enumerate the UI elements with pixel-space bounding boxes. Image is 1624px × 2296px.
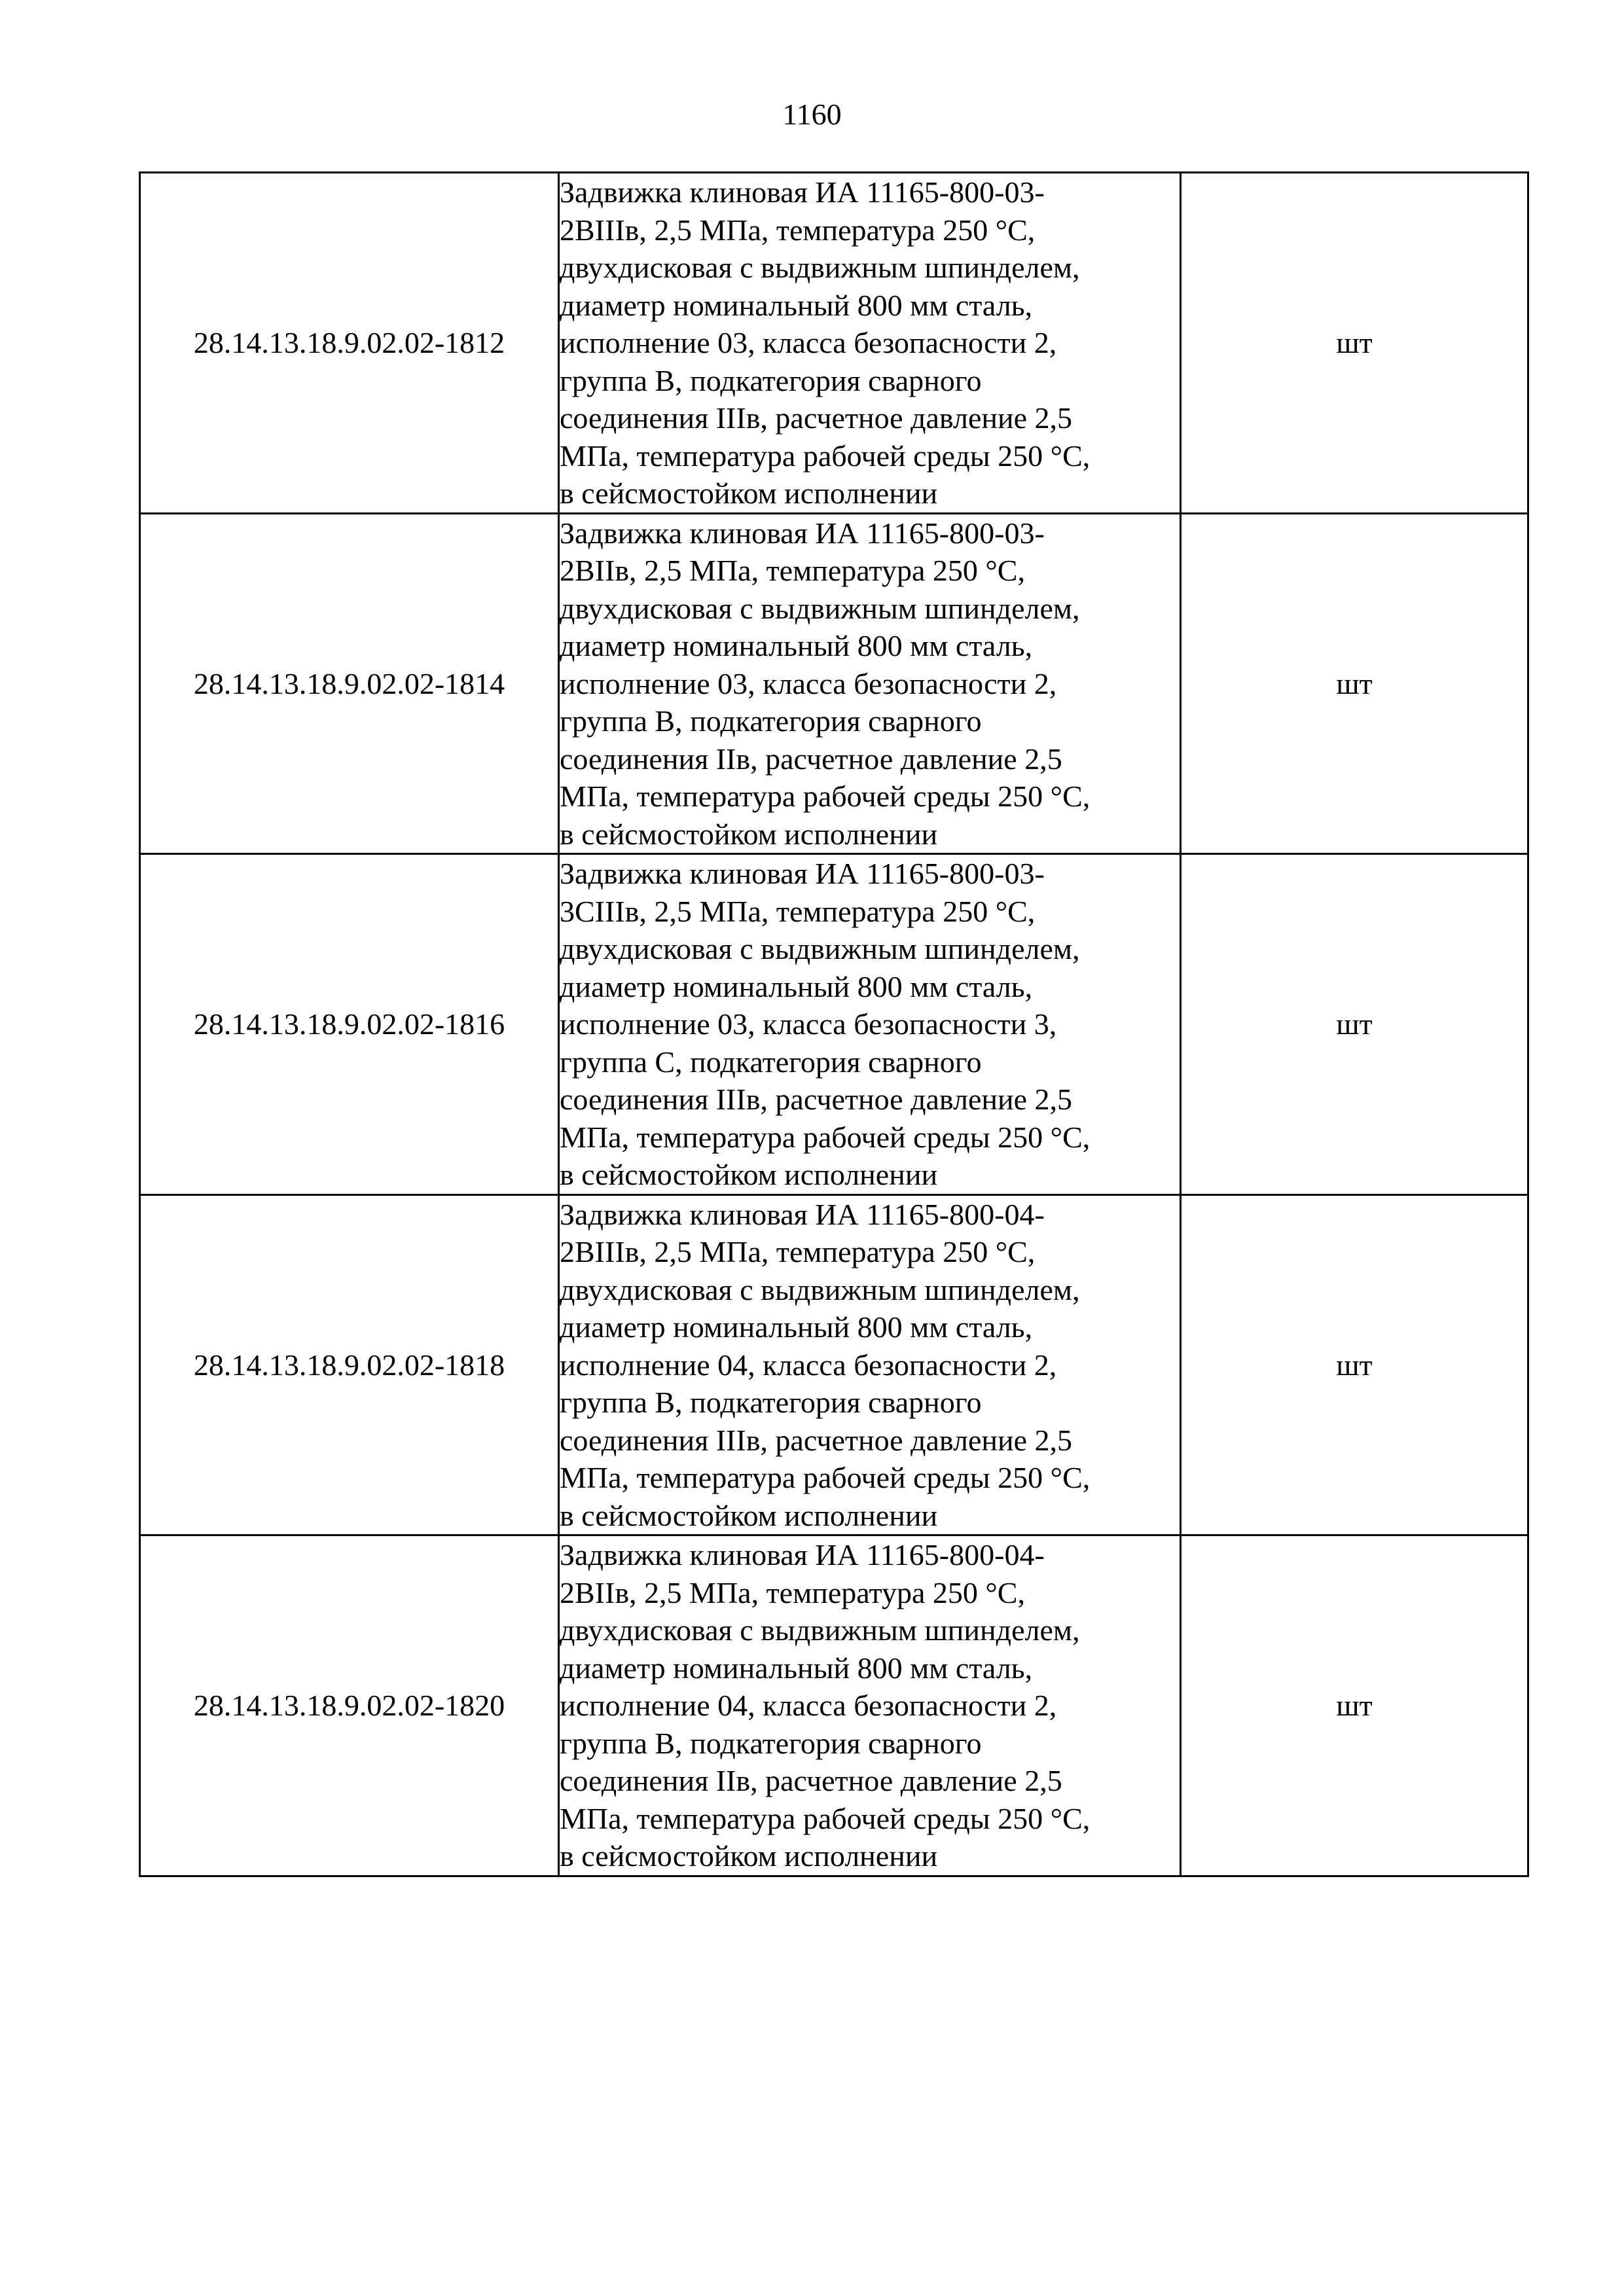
description-line: соединения IIв, расчетное давление 2,5 xyxy=(560,742,1062,776)
description-line: МПа, температура рабочей среды 250 °С, xyxy=(560,1120,1091,1154)
page-number: 1160 xyxy=(782,98,842,131)
description-line: двухдисковая с выдвижным шпинделем, xyxy=(560,251,1080,284)
description-cell xyxy=(559,1194,1181,1535)
resource-code-cell: 28.14.13.18.9.02.02-1818 xyxy=(140,1194,559,1535)
description-line: группа В, подкатегория сварного xyxy=(560,704,982,738)
description-line: группа В, подкатегория сварного xyxy=(560,1726,982,1760)
description-line: соединения IIIв, расчетное давление 2,5 xyxy=(560,1423,1073,1457)
description-line: в сейсмостойком исполнении xyxy=(560,817,938,851)
description-line: в сейсмостойком исполнении xyxy=(560,476,938,510)
unit-cell: шт xyxy=(1181,1535,1528,1876)
description-line: исполнение 04, класса безопасности 2, xyxy=(560,1348,1057,1382)
table-row xyxy=(140,1194,1528,1535)
description-line: группа В, подкатегория сварного xyxy=(560,1386,982,1419)
description-cell xyxy=(559,1535,1181,1876)
description-line: в сейсмостойком исполнении xyxy=(560,1158,938,1191)
description-line: двухдисковая с выдвижным шпинделем, xyxy=(560,1272,1080,1306)
description-line: Задвижка клиновая ИА 11165-800-03- xyxy=(560,857,1045,890)
description-line: диаметр номинальный 800 мм сталь, xyxy=(560,1310,1033,1344)
resource-code-cell: 28.14.13.18.9.02.02-1816 xyxy=(140,854,559,1195)
description-line: 2ВIIIв, 2,5 МПа, температура 250 °С, xyxy=(560,213,1036,247)
description-cell xyxy=(559,854,1181,1195)
description-line: двухдисковая с выдвижным шпинделем, xyxy=(560,1613,1080,1647)
description-line: соединения IIIв, расчетное давление 2,5 xyxy=(560,1083,1073,1116)
description-line: двухдисковая с выдвижным шпинделем, xyxy=(560,591,1080,625)
description-line: МПа, температура рабочей среды 250 °С, xyxy=(560,780,1091,813)
description-line: исполнение 03, класса безопасности 2, xyxy=(560,326,1057,359)
description-line: МПа, температура рабочей среды 250 °С, xyxy=(560,439,1091,473)
description-line: Задвижка клиновая ИА 11165-800-03- xyxy=(560,516,1045,550)
description-line: Задвижка клиновая ИА 11165-800-03- xyxy=(560,175,1045,209)
description-line: 2ВIIIв, 2,5 МПа, температура 250 °С, xyxy=(560,1235,1036,1268)
table-row xyxy=(140,854,1528,1195)
description-line: МПа, температура рабочей среды 250 °С, xyxy=(560,1461,1091,1494)
description-line: исполнение 03, класса безопасности 3, xyxy=(560,1007,1057,1041)
description-line: 2ВIIв, 2,5 МПа, температура 250 °С, xyxy=(560,554,1025,587)
description-line: соединения IIIв, расчетное давление 2,5 xyxy=(560,401,1073,435)
description-line: в сейсмостойком исполнении xyxy=(560,1839,938,1873)
table-row xyxy=(140,513,1528,854)
description-line: диаметр номинальный 800 мм сталь, xyxy=(560,1651,1033,1685)
unit-cell: шт xyxy=(1181,854,1528,1195)
resource-code-cell: 28.14.13.18.9.02.02-1814 xyxy=(140,513,559,854)
description-line: соединения IIв, расчетное давление 2,5 xyxy=(560,1764,1062,1797)
description-line: группа С, подкатегория сварного xyxy=(560,1045,982,1079)
description-line: Задвижка клиновая ИА 11165-800-04- xyxy=(560,1197,1045,1231)
resource-code-cell: 28.14.13.18.9.02.02-1820 xyxy=(140,1535,559,1876)
resource-code-cell: 28.14.13.18.9.02.02-1812 xyxy=(140,173,559,514)
description-line: 3СIIIв, 2,5 МПа, температура 250 °С, xyxy=(560,894,1036,928)
description-line: диаметр номинальный 800 мм сталь, xyxy=(560,629,1033,662)
description-line: исполнение 04, класса безопасности 2, xyxy=(560,1689,1057,1722)
description-cell xyxy=(559,173,1181,514)
description-line: в сейсмостойком исполнении xyxy=(560,1498,938,1532)
table-row xyxy=(140,1535,1528,1876)
description-line: исполнение 03, класса безопасности 2, xyxy=(560,666,1057,700)
description-line: 2ВIIв, 2,5 МПа, температура 250 °С, xyxy=(560,1575,1025,1609)
description-line: диаметр номинальный 800 мм сталь, xyxy=(560,288,1033,322)
unit-cell: шт xyxy=(1181,173,1528,514)
table-row xyxy=(140,173,1528,514)
description-cell xyxy=(559,513,1181,854)
description-line: МПа, температура рабочей среды 250 °С, xyxy=(560,1801,1091,1835)
specification-table xyxy=(139,171,1529,1877)
unit-cell: шт xyxy=(1181,1194,1528,1535)
unit-cell: шт xyxy=(1181,513,1528,854)
description-line: двухдисковая с выдвижным шпинделем, xyxy=(560,932,1080,965)
description-line: диаметр номинальный 800 мм сталь, xyxy=(560,969,1033,1003)
description-line: Задвижка клиновая ИА 11165-800-04- xyxy=(560,1538,1045,1571)
description-line: группа В, подкатегория сварного xyxy=(560,363,982,397)
specification-table-body xyxy=(140,173,1528,1876)
